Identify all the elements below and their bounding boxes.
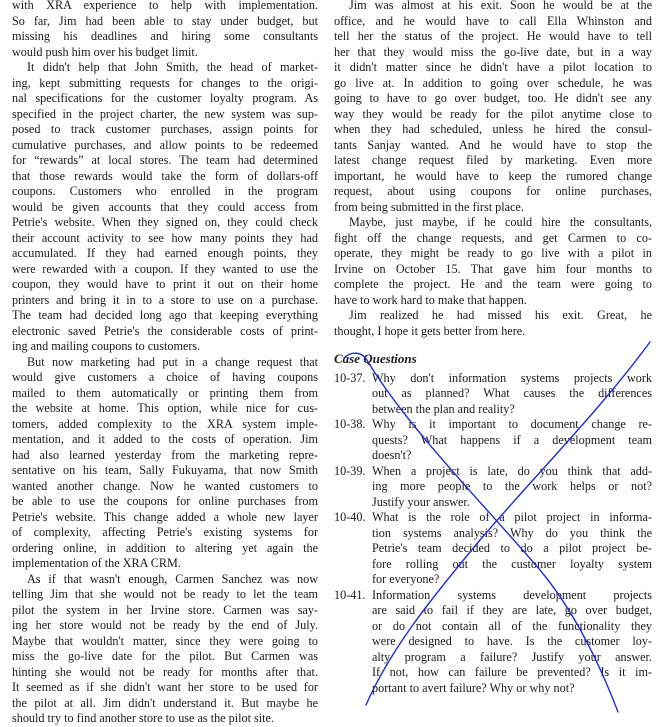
paragraph-line: Petrie's website. This change added a whole new layer [12, 509, 318, 524]
paragraph-line: Maybe, just maybe, if he could hire the consultants, [349, 215, 652, 229]
paragraph-line: have to work hard to make that happen. [334, 292, 527, 307]
question-line: What is the role of a pilot project in informa- [372, 510, 652, 524]
paragraph-line: for “rewards” at local stores. The team had determined [12, 153, 318, 167]
paragraph-line: would give customers a choice of having coupons [12, 370, 318, 384]
paragraph-line: tomers, added complexity to the XRA system imple- [12, 416, 318, 431]
question-line: portant to avert failure? Why or why not? [372, 680, 575, 695]
question-line: doesn't? [372, 448, 412, 462]
paragraph-line: it didn't matter since he didn't have a pilot location to [334, 60, 652, 74]
paragraph-line: go live at. In addition to going over schedule, he was [334, 75, 652, 90]
paragraph-line: missing his deadlines and hiring some consultants [12, 29, 318, 43]
paragraph-line: accumulated. If they had earned enough points, they [12, 246, 318, 260]
question-line: for everyone? [372, 572, 440, 586]
paragraph-line: implementation of the XRA CRM. [12, 556, 181, 570]
paragraph-line: were rewarded with a coupon. If they wanted to use the [12, 261, 318, 276]
paragraph-line: tell her the status of the project. He would have to tell [334, 29, 652, 43]
question-line: between the plan and reality? [372, 401, 515, 416]
paragraph-line: the pilot at all. Jim didn't understand it. But maybe he [12, 695, 318, 710]
question-line: alty program a failure? Justify your answer. [372, 649, 652, 664]
question-item [334, 588, 652, 697]
question-line: When a project is late, do you think that add- [372, 463, 652, 478]
right-text-column [334, 0, 652, 696]
question-item [334, 417, 652, 464]
paragraph-line: ing, kept submitting requests for changes to the origi- [12, 75, 318, 90]
paragraph-line: tants Sanjay wanted. And he would have to stop the [334, 137, 652, 152]
paragraph-line: important, he would have to keep the rumored change [334, 168, 652, 183]
question-item [334, 510, 652, 588]
question-line: Why don't information systems projects work [372, 370, 652, 385]
paragraph-line: hinting she would not be ready for months after that. [12, 664, 318, 679]
paragraph-line: Jim was almost at his exit. Soon he would be at the [349, 0, 652, 12]
case-questions-heading: Case Questions [334, 351, 417, 366]
paragraph-line: printers and bring it in to a store to use on a purchase. [12, 292, 318, 307]
paragraph-line: from being submitted in the first place. [334, 199, 524, 214]
paragraph-line: pilot the system in her Irvine store. Carmen was say- [12, 602, 318, 617]
question-line: Why is it important to document change re- [372, 417, 652, 431]
paragraph-line: request, about using coupons for online purchases, [334, 184, 652, 198]
paragraph-line: going to have to go over budget, too. He didn't see any [334, 91, 652, 105]
paragraph-line: ordering online, in addition to altering yet again the [12, 540, 318, 555]
question-line: Justify your answer. [372, 494, 470, 509]
paragraph-line: the website at home. This option, while nice for cus- [12, 401, 318, 415]
paragraph-line: Maybe that wouldn't matter, since they were going to [12, 633, 318, 648]
question-number: 10-38. [334, 417, 366, 431]
paragraph-line: specified in the project charter, the new system was sup- [12, 106, 318, 121]
question-number: 10-37. [334, 370, 366, 385]
paragraph-line: their account activity to see how many points they had [12, 230, 318, 245]
paragraph-line: ing and mailing coupons to customers. [12, 339, 201, 353]
question-line: tion systems analysis? Why do you think the [372, 525, 652, 540]
question-line: are said to fail if they are late, go over budget, [372, 603, 652, 617]
paragraph-line: office, and he would have to call Ella Whinston and [334, 13, 652, 28]
question-number: 10-39. [334, 463, 366, 478]
paragraph-line: electronic saved Petrie's the considerable costs of print- [12, 323, 318, 338]
paragraph-line: fight off the change requests, and get Carmen to co- [334, 230, 652, 245]
paragraph-line: But now marketing had put in a change request that [27, 354, 318, 369]
paragraph-line: posed to track customer purchases, assign points for [12, 122, 318, 136]
question-line: Information systems development projects [372, 587, 652, 602]
paragraph-line: So far, Jim had been able to stay under budget, but [12, 13, 318, 28]
paragraph-line: complete the project. He and the team were going to [334, 277, 652, 291]
paragraph-line: It didn't help that John Smith, the head of market- [27, 60, 318, 74]
question-line: quests? What happens if a development team [372, 432, 652, 447]
paragraph-line: mailed to them automatically or printing them from [12, 385, 318, 400]
paragraph-line: As if that wasn't enough, Carmen Sanchez was now [27, 571, 318, 586]
paragraph-line: mentation, and it added to the costs of operation. Jim [12, 432, 318, 446]
question-number: 10-41. [334, 587, 366, 602]
paragraph-line: had also learned yesterday from the marketing repre- [12, 447, 318, 462]
paragraph-line: that those rewards would take the form of dollars-off [12, 168, 318, 183]
question-item [334, 464, 652, 511]
paragraph-line: It seemed as if she didn't want her store to be used for [12, 680, 318, 694]
paragraph-line: sentative on his team, Sally Fukuyama, that now Smith [12, 463, 318, 477]
question-line: fore rolling out the customer loyalty system [372, 556, 652, 571]
paragraph-line: Jim realized he had missed his exit. Great, he [349, 308, 652, 322]
question-line: Petrie's team decided to do a pilot project be- [372, 541, 652, 555]
paragraph-line: when they had scheduled, unless he hired the consul- [334, 122, 652, 136]
paragraph-line: thought, I hope it gets better from here. [334, 323, 526, 338]
paragraph-line: Petrie's website. When they signed on, they could check [12, 215, 318, 229]
left-text-column [12, 0, 318, 727]
paragraph-line: would push him over his budget limit. [12, 44, 198, 59]
paragraph-line: miss the go-live date for the pilot. But Carmen was [12, 649, 318, 663]
paragraph-line: her that they would miss the go-live date, but in a way [334, 44, 652, 59]
paragraph-line: be able to use the coupons for online purchases from [12, 494, 318, 508]
paragraph-line: with XRA experience to help with implementation. [12, 0, 318, 12]
paragraph-line: coupon, they would have to print it out on their home [12, 277, 318, 291]
question-line: or do not contain all of the functionality they [372, 618, 652, 633]
question-number: 10-40. [334, 510, 366, 524]
paragraph-line: coupons. Customers who enrolled in the program [12, 184, 318, 198]
paragraph-line: operate, they might be ready to go live with a pilot in [334, 246, 652, 260]
paragraph-line: Irvine on October 15. That gave him four months to [334, 261, 652, 276]
paragraph-line: latest change request filed by marketing. Even more [334, 153, 652, 167]
paragraph-line: wanted another change. Now he wanted customers to [12, 478, 318, 493]
paragraph-line: way they would be ready for the pilot anytime close to [334, 106, 652, 121]
question-line: ing more people to the work helps or not? [372, 479, 652, 493]
question-line: If not, how can failure be prevented? Is it im- [372, 665, 652, 679]
paragraph-line: telling Jim that she would not be ready to let the team [12, 587, 318, 601]
paragraph-line: should try to find another store to use as the pilot site. [12, 711, 274, 725]
question-item [334, 371, 652, 418]
paragraph-line: would be given accounts that they could access from [12, 199, 318, 214]
question-line: out as planned? What causes the differences [372, 386, 652, 400]
paragraph-line: nal specifications for the customer loyalty program. As [12, 91, 318, 105]
paragraph-line: of complexity, affecting Petrie's existing systems for [12, 525, 318, 539]
paragraph-line: ing her store would not be ready by the end of July. [12, 618, 318, 632]
paragraph-line: cumulative purchases, and allow points to be redeemed [12, 137, 318, 152]
question-line: were designed to have. Is the customer loy- [372, 634, 652, 648]
paragraph-line: The team had decided long ago that keeping everything [12, 308, 318, 322]
